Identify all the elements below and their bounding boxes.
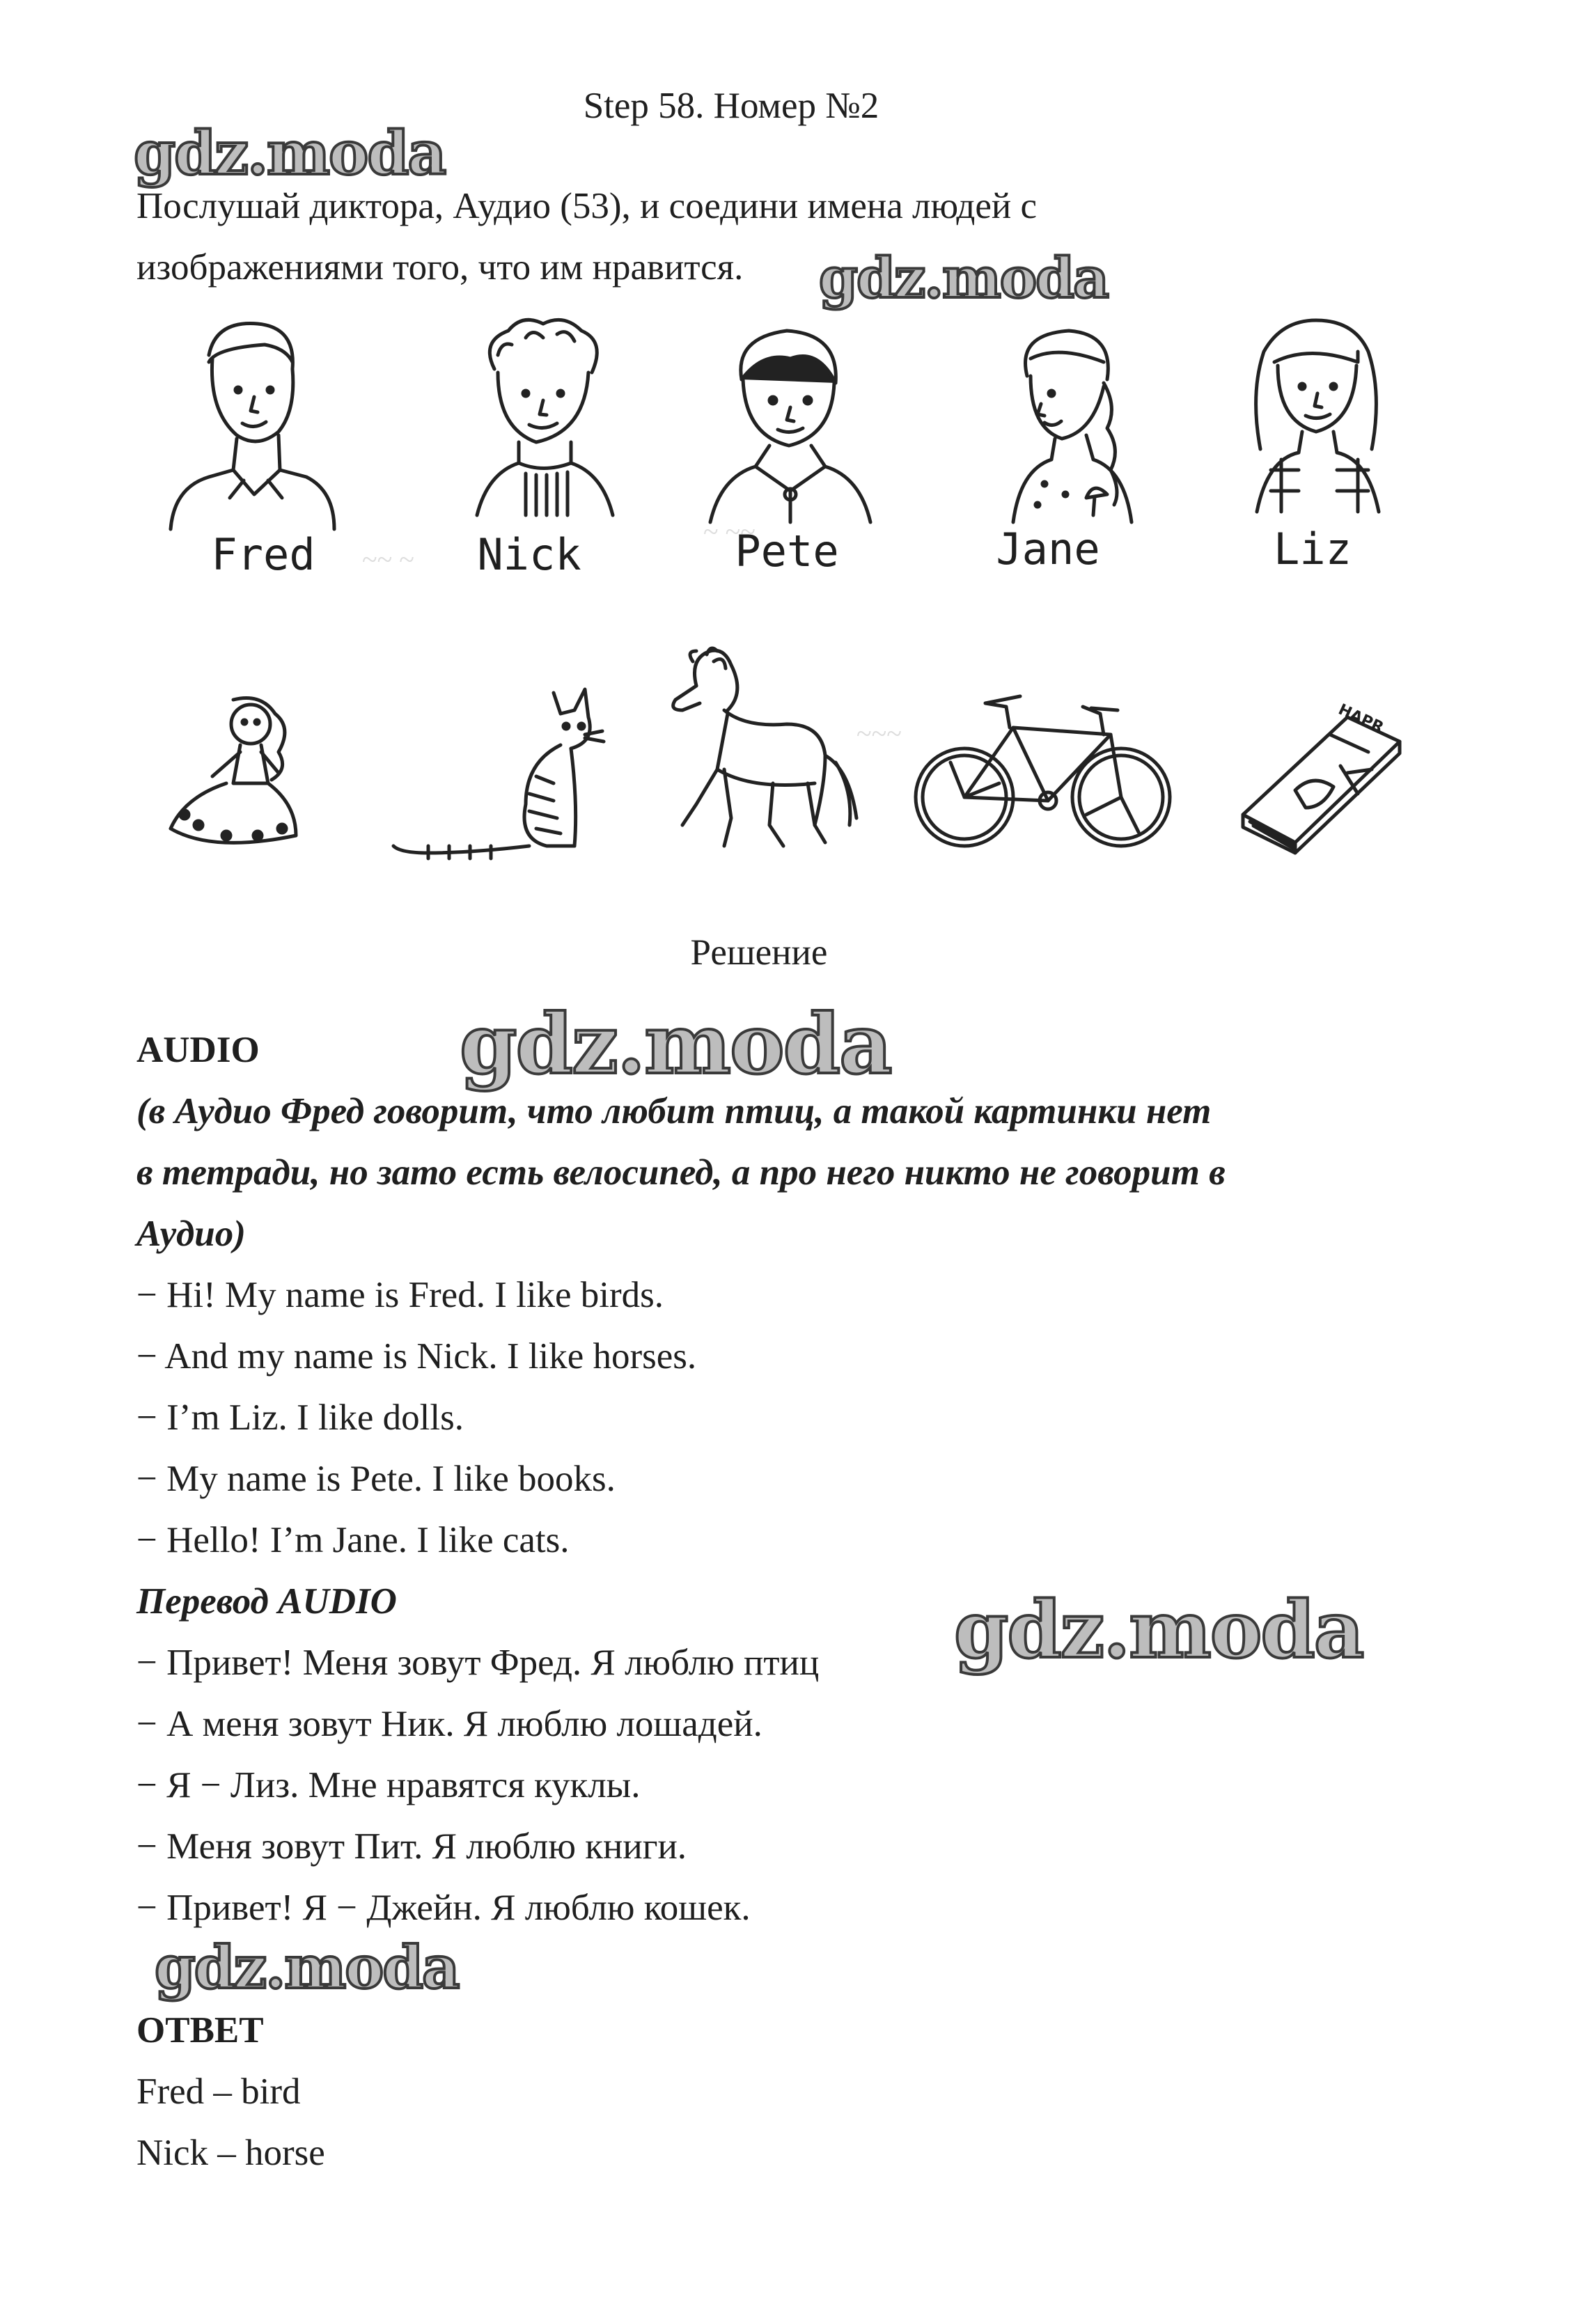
audio-note-line: Аудио) [136,1214,246,1254]
answer-line: Fred – bird [136,2071,301,2112]
boy-portrait-icon [160,306,341,536]
audio-line: − Hi! My name is Fred. I like birds. [136,1275,664,1315]
audio-line: − My name is Pete. I like books. [136,1459,616,1499]
solution-title: Решение [690,932,828,973]
audio-line: − And my name is Nick. I like horses. [136,1336,697,1377]
show-through-smudge: ~~~ [856,718,902,749]
name-label-pete: Pete [735,526,839,577]
instruction-line-2: изображениями того, что им нравится. [136,247,744,288]
doll-icon [157,686,324,860]
translation-heading: Перевод AUDIO [136,1581,397,1622]
answer-heading: ОТВЕТ [136,2010,264,2051]
translation-line: − А меня зовут Ник. Я люблю лошадей. [136,1704,762,1744]
bicycle-icon [909,665,1180,867]
boy-portrait-icon [700,317,881,526]
instruction-line-1: Послушай диктора, Аудио (53), и соедини имена людей с [136,186,1038,226]
audio-heading: AUDIO [136,1030,260,1070]
name-label-liz: Liz [1274,524,1352,574]
translation-line: − Привет! Я − Джейн. Я люблю кошек. [136,1888,751,1928]
page-header: Step 58. Номер №2 [583,86,879,126]
name-label-fred: Fred [211,529,315,580]
name-label-jane: Jane [996,524,1100,574]
show-through-smudge: ~ ~~ [703,516,756,547]
translation-line: − Я − Лиз. Мне нравятся куклы. [136,1765,641,1805]
girl-portrait-icon [1233,310,1400,519]
horse-icon [648,644,870,860]
book-cover-text: HAPR [1335,700,1386,737]
watermark: gdz.moda [819,245,1108,311]
answer-line: Nick – horse [136,2133,325,2173]
name-label-nick: Nick [477,529,581,580]
audio-note-line: (в Аудио Фред говорит, что любит птиц, а такой картинки нет [136,1091,1212,1131]
audio-line: − Hello! I’m Jane. I like cats. [136,1520,570,1560]
translation-line: − Меня зовут Пит. Я люблю книги. [136,1826,687,1867]
watermark: gdz.moda [460,996,891,1092]
boy-portrait-icon [460,313,627,522]
girl-portrait-icon [989,317,1149,526]
audio-line: − I’m Liz. I like dolls. [136,1397,464,1438]
show-through-smudge: ~~ ~ [362,544,414,575]
watermark: gdz.moda [155,1933,459,2002]
cat-icon [386,679,609,867]
audio-note-line: в тетради, но зато есть велосипед, а про него никто не говорит в [136,1152,1226,1193]
translation-line: − Привет! Меня зовут Фред. Я люблю птиц [136,1643,820,1683]
watermark: gdz.moda [954,1585,1363,1676]
watermark: gdz.moda [134,118,446,189]
